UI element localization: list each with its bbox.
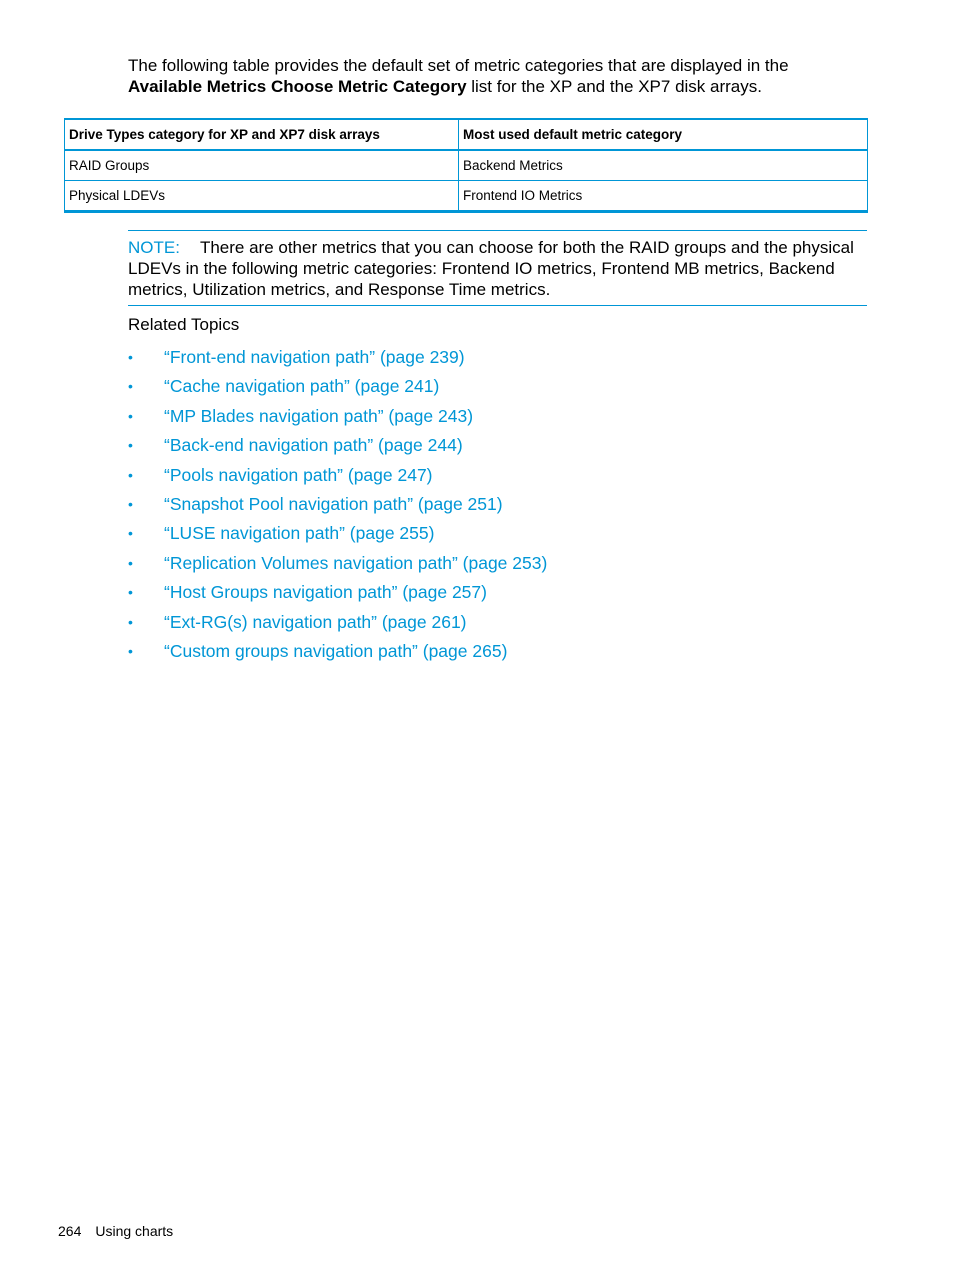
bullet-icon: • (128, 525, 133, 542)
footer-section-title: Using charts (95, 1223, 174, 1239)
page-footer (58, 1222, 173, 1240)
list-item (128, 402, 547, 431)
topic-link-mp-blades[interactable]: “MP Blades navigation path” (page 243) (164, 405, 474, 426)
table-header-default-metric: Most used default metric category (459, 119, 868, 150)
table-header-row (65, 119, 868, 150)
metric-category-table (64, 118, 868, 213)
intro-bold-text: Available Metrics Choose Metric Category (128, 77, 467, 96)
table-cell: Backend Metrics (459, 150, 868, 181)
bullet-icon: • (128, 378, 133, 395)
table-row (65, 181, 868, 212)
note-label: NOTE: (128, 238, 180, 257)
bullet-icon: • (128, 642, 133, 659)
table-row (65, 150, 868, 181)
list-item (128, 637, 547, 666)
note-text: There are other metrics that you can choose for both the RAID groups and the physical LDEVs in the following metric categories: Frontend IO metrics, Frontend MB metrics, Backend metrics, Utilization metrics, and Response Time metrics. (128, 238, 854, 299)
table-cell: Physical LDEVs (65, 181, 459, 212)
list-item (128, 431, 547, 460)
bullet-icon: • (128, 584, 133, 601)
related-topics-heading: Related Topics (128, 315, 240, 334)
intro-paragraph (128, 55, 848, 97)
bullet-icon: • (128, 437, 133, 454)
bullet-icon: • (128, 466, 133, 483)
bullet-icon: • (128, 407, 133, 424)
topic-link-front-end[interactable]: “Front-end navigation path” (page 239) (164, 347, 465, 367)
intro-text-before: The following table provides the default set of metric categories that are displayed in the (128, 56, 789, 75)
table-cell: Frontend IO Metrics (459, 181, 868, 212)
bullet-icon: • (128, 554, 133, 571)
bullet-icon: • (128, 349, 133, 365)
list-item (128, 578, 547, 607)
topic-link-luse[interactable]: “LUSE navigation path” (page 255) (164, 523, 435, 544)
topic-link-snapshot-pool[interactable]: “Snapshot Pool navigation path” (page 251) (164, 493, 503, 514)
bullet-icon: • (128, 613, 133, 630)
page-number: 264 (58, 1223, 82, 1239)
topic-link-cache[interactable]: “Cache navigation path” (page 241) (164, 376, 440, 397)
topic-link-pools[interactable]: “Pools navigation path” (page 247) (164, 464, 433, 485)
list-item (128, 343, 547, 372)
list-item (128, 549, 547, 578)
list-item (128, 461, 547, 490)
list-item (128, 372, 547, 401)
intro-text-after: list for the XP and the XP7 disk arrays. (466, 77, 762, 96)
list-item (128, 608, 547, 637)
related-topics-list (128, 343, 547, 666)
topic-link-host-groups[interactable]: “Host Groups navigation path” (page 257) (164, 582, 487, 603)
topic-link-replication-volumes[interactable]: “Replication Volumes navigation path” (page 253) (164, 552, 548, 573)
table-cell: RAID Groups (65, 150, 459, 181)
topic-link-back-end[interactable]: “Back-end navigation path” (page 244) (164, 435, 463, 456)
bullet-icon: • (128, 495, 133, 512)
table-header-drive-types: Drive Types category for XP and XP7 disk arrays (65, 119, 459, 150)
topic-link-ext-rg[interactable]: “Ext-RG(s) navigation path” (page 261) (164, 611, 467, 632)
list-item (128, 519, 547, 548)
list-item (128, 490, 547, 519)
note-box (128, 230, 867, 306)
topic-link-custom-groups[interactable]: “Custom groups navigation path” (page 265) (164, 640, 508, 661)
